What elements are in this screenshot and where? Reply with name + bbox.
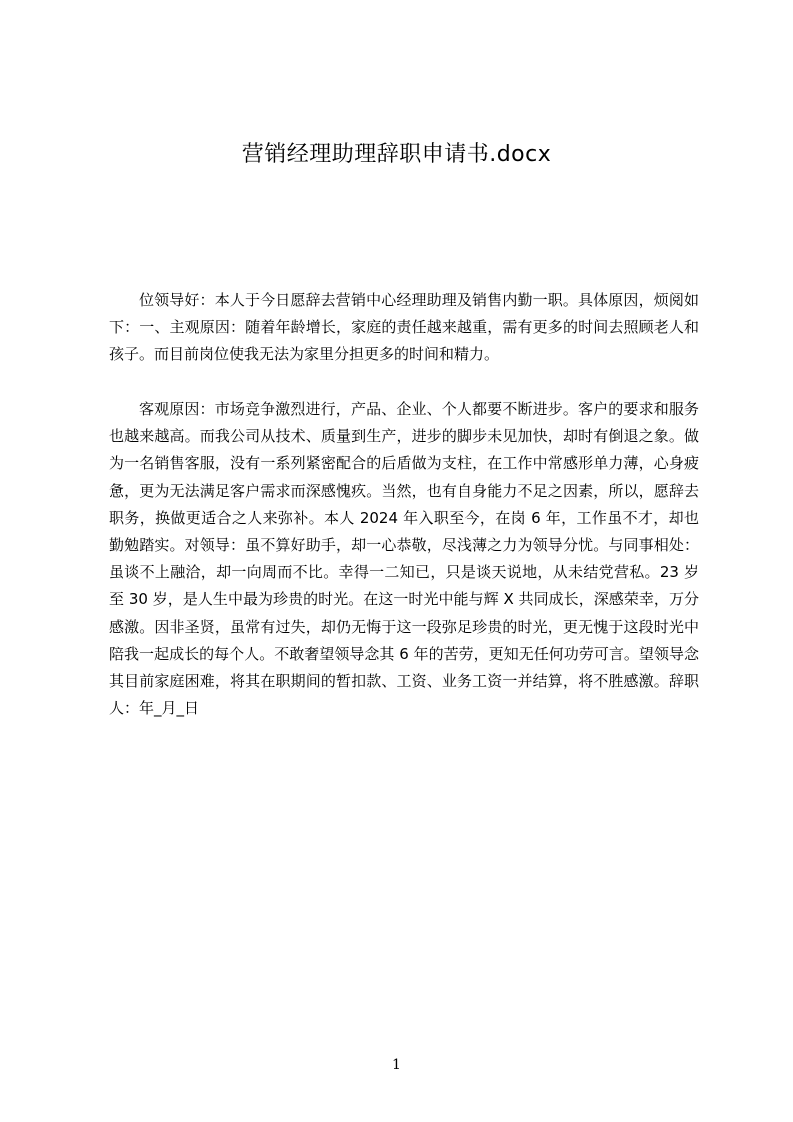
document-title: 营销经理助理辞职申请书.docx	[241, 142, 552, 167]
page-number: 1	[392, 1057, 401, 1073]
paragraph-2: 客观原因：市场竞争激烈进行，产品、企业、个人都要不断进步。客户的要求和服务也越来越高。而我公司从技术、质量到生产，进步的脚步未见加快，却时有倒退之象。做为一名销售客服，没有一系列紧密配合的后盾做为支柱，在工作中常感形单力薄，心身疲惫，更为无法满足客户需求而深感愧疚。当然，也有自身能力不足之因素，所以，愿辞去职务，换做更适合之人来弥补。本人 2024 年入职至今，在岗 6 年，工作虽不才，却也勤勉踏实。对领导：虽不算好助手，却一心恭敬，尽浅薄之力为领导分忧。与同事相处：虽谈不上融洽，却一向周而不比。幸得一二知已，只是谈天说地，从未结党营私。23 岁至 30 岁，是人生中最为珍贵的时光。在这一时光中能与辉 X 共同成长，深感荣幸，万分感激。因非圣贤，虽常有过失，却仍无悔于这一段弥足珍贵的时光，更无愧于这段时光中陪我一起成长的每个人。不敢奢望领导念其 6 年的苦劳，更知无任何功劳可言。望领导念其目前家庭困难，将其在职期间的暂扣款、工资、业务工资一并结算，将不胜感激。辞职人：年_月_日	[109, 400, 699, 718]
paragraph-1: 位领导好：本人于今日愿辞去营销中心经理助理及销售内勤一职。具体原因，烦阅如下：一、主观原因：随着年龄增长，家庭的责任越来越重，需有更多的时间去照顾老人和孩子。而目前岗位使我无法为家里分担更多的时间和精力。	[109, 291, 699, 364]
